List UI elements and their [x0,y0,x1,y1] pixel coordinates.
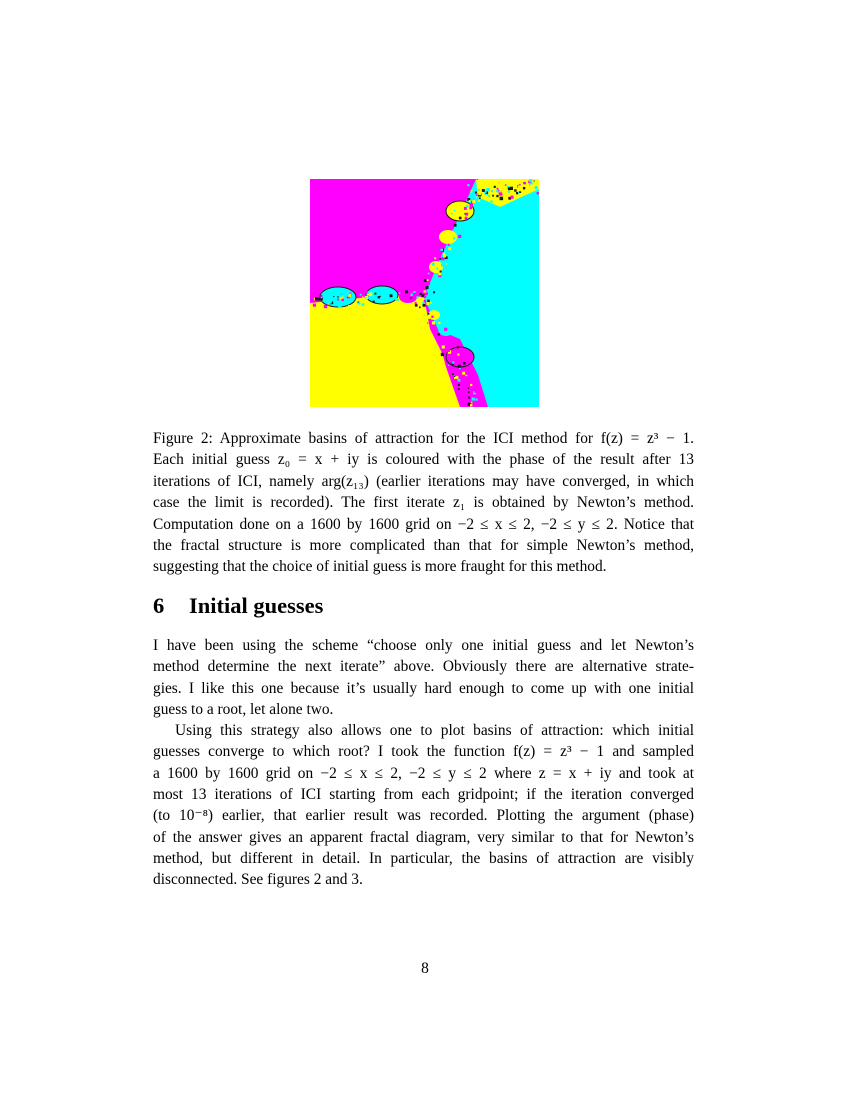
fractal-speckle [466,383,469,386]
fractal-speckle [337,299,339,301]
fractal-speckle [523,187,525,189]
fractal-speckle [458,235,461,238]
fractal-speckle [450,254,453,257]
fractal-speckle [458,388,460,390]
fractal-speckle [488,195,490,197]
fractal-speckle [468,388,469,389]
fractal-speckle [448,336,451,339]
fractal-speckle [467,184,469,186]
fractal-speckle [458,365,461,368]
fractal-speckle [415,302,417,304]
fractal-speckle [441,330,443,332]
fractal-speckle [492,195,494,197]
fractal-speckle [534,180,535,181]
fractal-speckle [324,305,327,308]
fractal-speckle [470,384,472,386]
fractal-speckle [463,381,464,382]
text-line: most 13 iterations of ICI starting from each gridpoint; if the iteration converged [153,786,694,804]
fractal-speckle [432,263,435,266]
page-number: 8 [421,960,429,977]
fractal-speckle [450,222,452,224]
fractal-speckle [346,301,347,302]
fractal-speckle [438,273,441,276]
fractal-speckle [466,205,468,207]
fractal-speckle [435,310,436,311]
fractal-speckle [320,298,322,300]
fractal-speckle [456,381,459,384]
fractal-speckle [369,293,372,296]
fractal-speckle [477,179,479,180]
bulb [439,230,457,244]
fractal-speckle [451,213,453,215]
fractal-speckle [362,303,365,306]
fractal-speckle [416,296,418,298]
fractal-speckle [463,362,466,365]
fractal-speckle [410,298,413,301]
fractal-speckle [449,357,452,360]
fractal-speckle [519,191,521,193]
fractal-speckle [452,373,454,375]
fractal-speckle [427,322,428,323]
fractal-speckle [439,258,441,260]
fractal-speckle [510,196,513,199]
fractal-speckle [461,369,463,371]
fractal-speckle [438,322,440,324]
fractal-speckle [362,296,364,298]
text-line: a 1600 by 1600 grid on −2 ≤ x ≤ 2, −2 ≤ y ≤ 2 where z = x + iy and took at [153,764,694,782]
fractal-speckle [455,376,458,379]
fractal-speckle [491,190,493,192]
fractal-speckle [448,244,450,246]
fractal-speckle [410,294,413,297]
fractal-speckle [347,292,350,295]
fractal-speckle [462,372,465,375]
fractal-speckle [472,200,475,203]
fractal-speckle [499,192,502,195]
fractal-speckle [444,326,445,327]
fractal-speckle [468,204,469,205]
fractal-speckle [469,207,472,210]
fractal-speckle [419,307,421,309]
fractal-speckle [441,264,444,267]
fractal-speckle [520,190,521,191]
fractal-speckle [457,352,458,353]
fractal-speckle [426,307,427,308]
section-title: Initial guesses [189,593,324,618]
fractal-speckle [454,224,457,227]
fractal-speckle [374,293,376,295]
fractal-speckle [465,213,468,216]
fractal-speckle [443,240,446,243]
text-line: disconnected. See figures 2 and 3. [153,871,363,889]
fractal-speckle [429,288,430,289]
fractal-speckle [453,237,455,239]
fractal-speckle [496,195,498,197]
fractal-speckle [438,252,440,254]
fractal-speckle [395,298,398,301]
fractal-speckle [409,294,411,296]
fractal-speckle [433,291,435,293]
fractal-speckle [446,263,447,264]
fractal-speckle [424,315,425,316]
text-line: guess to a root, let alone two. [153,700,334,718]
text-line: (to 10⁻⁸) earlier, that earlier result was recorded. Plotting the argument (phase) [153,807,694,825]
fractal-speckle [432,321,435,324]
fractal-speckle [464,383,466,385]
text-line: Using this strategy also allows one to plot basins of attraction: which initial [175,722,694,740]
fractal-speckle [379,298,380,299]
fractal-speckle [478,192,481,195]
fractal-speckle [514,189,516,191]
fractal-speckle [426,293,428,295]
fractal-speckle [348,305,351,308]
fractal-speckle [403,294,406,297]
fractal-speckle [467,398,469,400]
fractal-speckle [479,197,481,199]
fractal-speckle [413,291,414,292]
fractal-speckle [445,333,446,334]
fractal-speckle [426,286,429,289]
bulb [428,310,440,320]
fractal-speckle [465,217,468,220]
fractal-speckle [535,186,538,189]
fractal-speckle [399,292,401,294]
fractal-speckle [313,294,315,296]
fractal-speckle [365,291,368,294]
fractal-speckle [424,296,426,298]
fractal-speckle [471,402,473,404]
fractal-speckle [514,185,516,187]
fractal-speckle [476,197,477,198]
fractal-speckle [427,279,429,281]
fractal-speckle [429,274,431,276]
fractal-speckle [472,191,475,194]
fractal-speckle [328,304,329,305]
fractal-speckle [518,185,521,188]
fractal-speckle [317,298,320,301]
fractal-speckle [440,271,442,273]
fractal-speckle [338,304,341,307]
fractal-speckle [430,302,432,304]
fractal-speckle [478,200,480,202]
fractal-speckle [472,397,475,400]
fractal-speckle [453,229,454,230]
fractal-speckle [469,200,471,202]
fractal-speckle [457,346,459,348]
fractal-speckle [354,305,356,307]
fractal-speckle [510,187,513,190]
fractal-speckle [505,184,507,186]
fractal-speckle [460,205,463,208]
fractal-speckle [415,304,418,307]
fractal-speckle [474,391,476,393]
fractal-speckle [436,268,438,270]
fractal-speckle [428,273,430,275]
fractal-speckle [527,184,529,186]
text-line: gies. I like this one because it’s usually hard enough to come up with one initial [153,679,694,697]
caption-line: Computation done on a 1600 by 1600 grid on −2 ≤ x ≤ 2, −2 ≤ y ≤ 2. Notice that [153,515,694,533]
figure-caption [153,428,694,578]
fractal-speckle [439,250,441,252]
fractal-speckle [454,210,455,211]
section-number: 6 [153,593,165,618]
fractal-speckle [436,273,439,276]
fractal-speckle [494,186,496,188]
fractal-speckle [310,300,311,302]
fractal-speckle [384,293,388,297]
fractal-speckle [448,365,449,366]
fractal-speckle [447,349,450,352]
fractal-speckle [390,294,393,297]
fractal-speckle [434,258,436,260]
fractal-speckle [452,233,455,236]
fractal-speckle [452,362,454,364]
fractal-speckle [468,391,470,393]
fractal-speckle [365,297,366,298]
paragraph-1 [153,635,694,720]
fractal-speckle [508,191,510,193]
text-line: of the answer gives an apparent fractal diagram, very similar to that for Newton’s [153,828,694,846]
fractal-speckle [313,304,316,307]
fractal-speckle [473,395,476,398]
section-heading [153,591,323,621]
caption-line: suggesting that the choice of initial guess is more fraught for this method. [153,558,607,576]
fractal-speckle [497,188,499,190]
fractal-speckle [437,262,438,263]
fractal-speckle [333,296,334,297]
fractal-speckle [430,293,433,296]
fractal-speckle [441,353,444,356]
fractal-speckle [427,283,430,286]
caption-line: case the limit is recorded). The first iterate z₁ is obtained by Newton’s method. [153,494,694,512]
fractal-speckle [537,192,539,194]
fractal-speckle [424,279,427,282]
fractal-basins-figure [310,179,539,407]
fractal-speckle [490,200,492,202]
fractal-speckle [459,217,462,220]
fractal-speckle [426,302,429,305]
fractal-speckle [427,300,430,303]
fractal-speckle [423,304,426,307]
fractal-speckle [448,247,451,250]
fractal-speckle [443,254,446,257]
paragraph-2 [153,720,694,890]
fractal-speckle [470,404,472,406]
caption-line: iterations of ICI, namely arg(z₁₃) (earlier iterations may have converged, in which [153,472,694,490]
fractal-speckle [424,290,426,292]
text-line: I have been using the scheme “choose only one initial guess and let Newton’s [153,637,694,654]
fractal-speckle [360,294,362,296]
fractal-speckle [521,184,522,185]
fractal-speckle [428,313,430,315]
fractal-speckle [440,249,443,252]
fractal-speckle [358,302,360,304]
fractal-speckle [405,290,408,293]
fractal-speckle [431,316,433,318]
fractal-speckle [475,192,477,194]
fractal-speckle [482,198,483,199]
fractal-speckle [475,398,477,400]
fractal-speckle [501,191,502,192]
fractal-speckle [436,260,437,261]
fractal-speckle [478,189,480,191]
fractal-speckle [340,295,343,298]
fractal-speckle [321,295,323,297]
text-line: method determine the next iterate” above. Obviously there are alternative strate- [153,658,694,676]
fractal-speckle [476,194,478,196]
fractal-speckle [500,188,501,189]
fractal-speckle [426,316,429,319]
fractal-speckle [444,328,447,331]
fractal-speckle [342,299,344,301]
fractal-speckle [496,190,498,192]
body-text [153,635,694,891]
text-line: method, but different in detail. In particular, the basins of attraction are visibly [153,849,694,867]
fractal-speckle [529,179,532,182]
fractal-speckle [511,185,513,187]
fractal-speckle [442,345,445,348]
text-line: guesses converge to which root? I took the function f(z) = z³ − 1 and sampled [153,743,694,761]
fractal-speckle [337,296,338,297]
fractal-speckle [424,300,426,302]
fractal-speckle [470,203,473,206]
fractal-speckle [482,189,485,192]
caption-line: Figure 2: Approximate basins of attraction for the ICI method for f(z) = z³ − 1. [153,430,694,447]
fractal-speckle [441,257,444,260]
fractal-speckle [328,300,331,303]
fractal-speckle [457,354,459,356]
fractal-speckle [459,368,461,370]
fractal-speckle [373,301,375,303]
fractal-speckle [500,197,504,201]
fractal-speckle [486,188,489,191]
fractal-speckle [466,375,467,376]
fractal-speckle [438,333,440,335]
caption-line: Each initial guess z₀ = x + iy is coloured with the phase of the result after 13 [153,451,694,469]
caption-line: the fractal structure is more complicated than that for simple Newton’s method, [153,537,694,555]
